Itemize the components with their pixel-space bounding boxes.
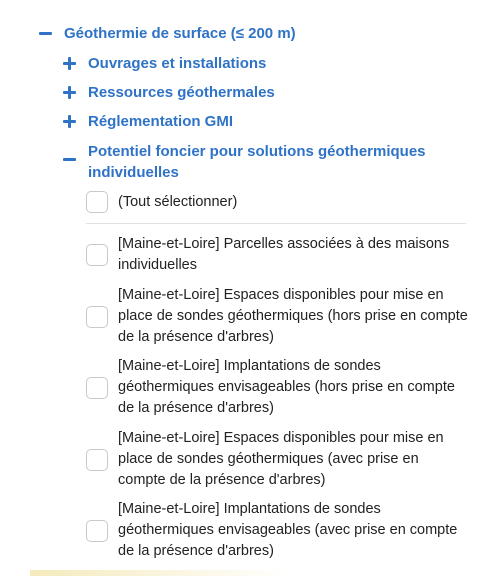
plus-icon[interactable]: [62, 111, 78, 131]
select-all-row[interactable]: [86, 191, 470, 213]
layer-label: [Maine-et-Loire] Implantations de sondes géothermiques envisageables (avec prise en compte de la présence d'arbres): [118, 501, 458, 559]
tree-node-geothermie-surface[interactable]: [38, 23, 458, 44]
select-all-label: (Tout sélectionner): [118, 193, 238, 210]
select-all-checkbox[interactable]: [86, 191, 108, 213]
tree-node-label: Ressources géothermales: [88, 84, 275, 101]
plus-icon[interactable]: [62, 82, 78, 102]
minus-icon[interactable]: [38, 23, 54, 43]
layer-checkbox[interactable]: [86, 244, 108, 266]
layer-row[interactable]: [86, 499, 470, 562]
layer-checkbox[interactable]: [86, 449, 108, 471]
layer-label: [Maine-et-Loire] Espaces disponibles pour mise en place de sondes géothermiques (hors prise en compte de la présence d'arbres): [118, 287, 468, 345]
layer-row[interactable]: [86, 285, 470, 348]
tree-node-potentiel-foncier[interactable]: [62, 141, 462, 183]
minus-icon[interactable]: [62, 149, 78, 169]
layer-label: [Maine-et-Loire] Espaces disponibles pour mise en place de sondes géothermiques (avec prise en compte de la présence d'arbres): [118, 430, 444, 488]
layer-checkbox[interactable]: [86, 377, 108, 399]
tree-node-label: Potentiel foncier pour solutions géothermiques individuelles: [88, 143, 426, 181]
tree-node-ouvrages[interactable]: [62, 53, 462, 74]
layer-row[interactable]: [86, 428, 470, 491]
divider: [86, 223, 466, 224]
plus-icon[interactable]: [62, 53, 78, 73]
tree-node-label: Géothermie de surface (≤ 200 m): [64, 25, 296, 42]
layer-label: [Maine-et-Loire] Implantations de sondes géothermiques envisageables (hors prise en compte de la présence d'arbres): [118, 358, 455, 416]
layer-row[interactable]: [86, 356, 470, 419]
layer-checkbox[interactable]: [86, 306, 108, 328]
tree-node-ressources[interactable]: [62, 82, 462, 103]
layer-checkbox[interactable]: [86, 520, 108, 542]
cut-off-row-hint: [30, 570, 290, 576]
tree-node-label: Ouvrages et installations: [88, 55, 267, 72]
tree-node-label: Réglementation GMI: [88, 113, 234, 130]
layer-row[interactable]: [86, 234, 470, 276]
layer-label: [Maine-et-Loire] Parcelles associées à des maisons individuelles: [118, 236, 450, 273]
tree-node-reglementation[interactable]: [62, 111, 462, 132]
